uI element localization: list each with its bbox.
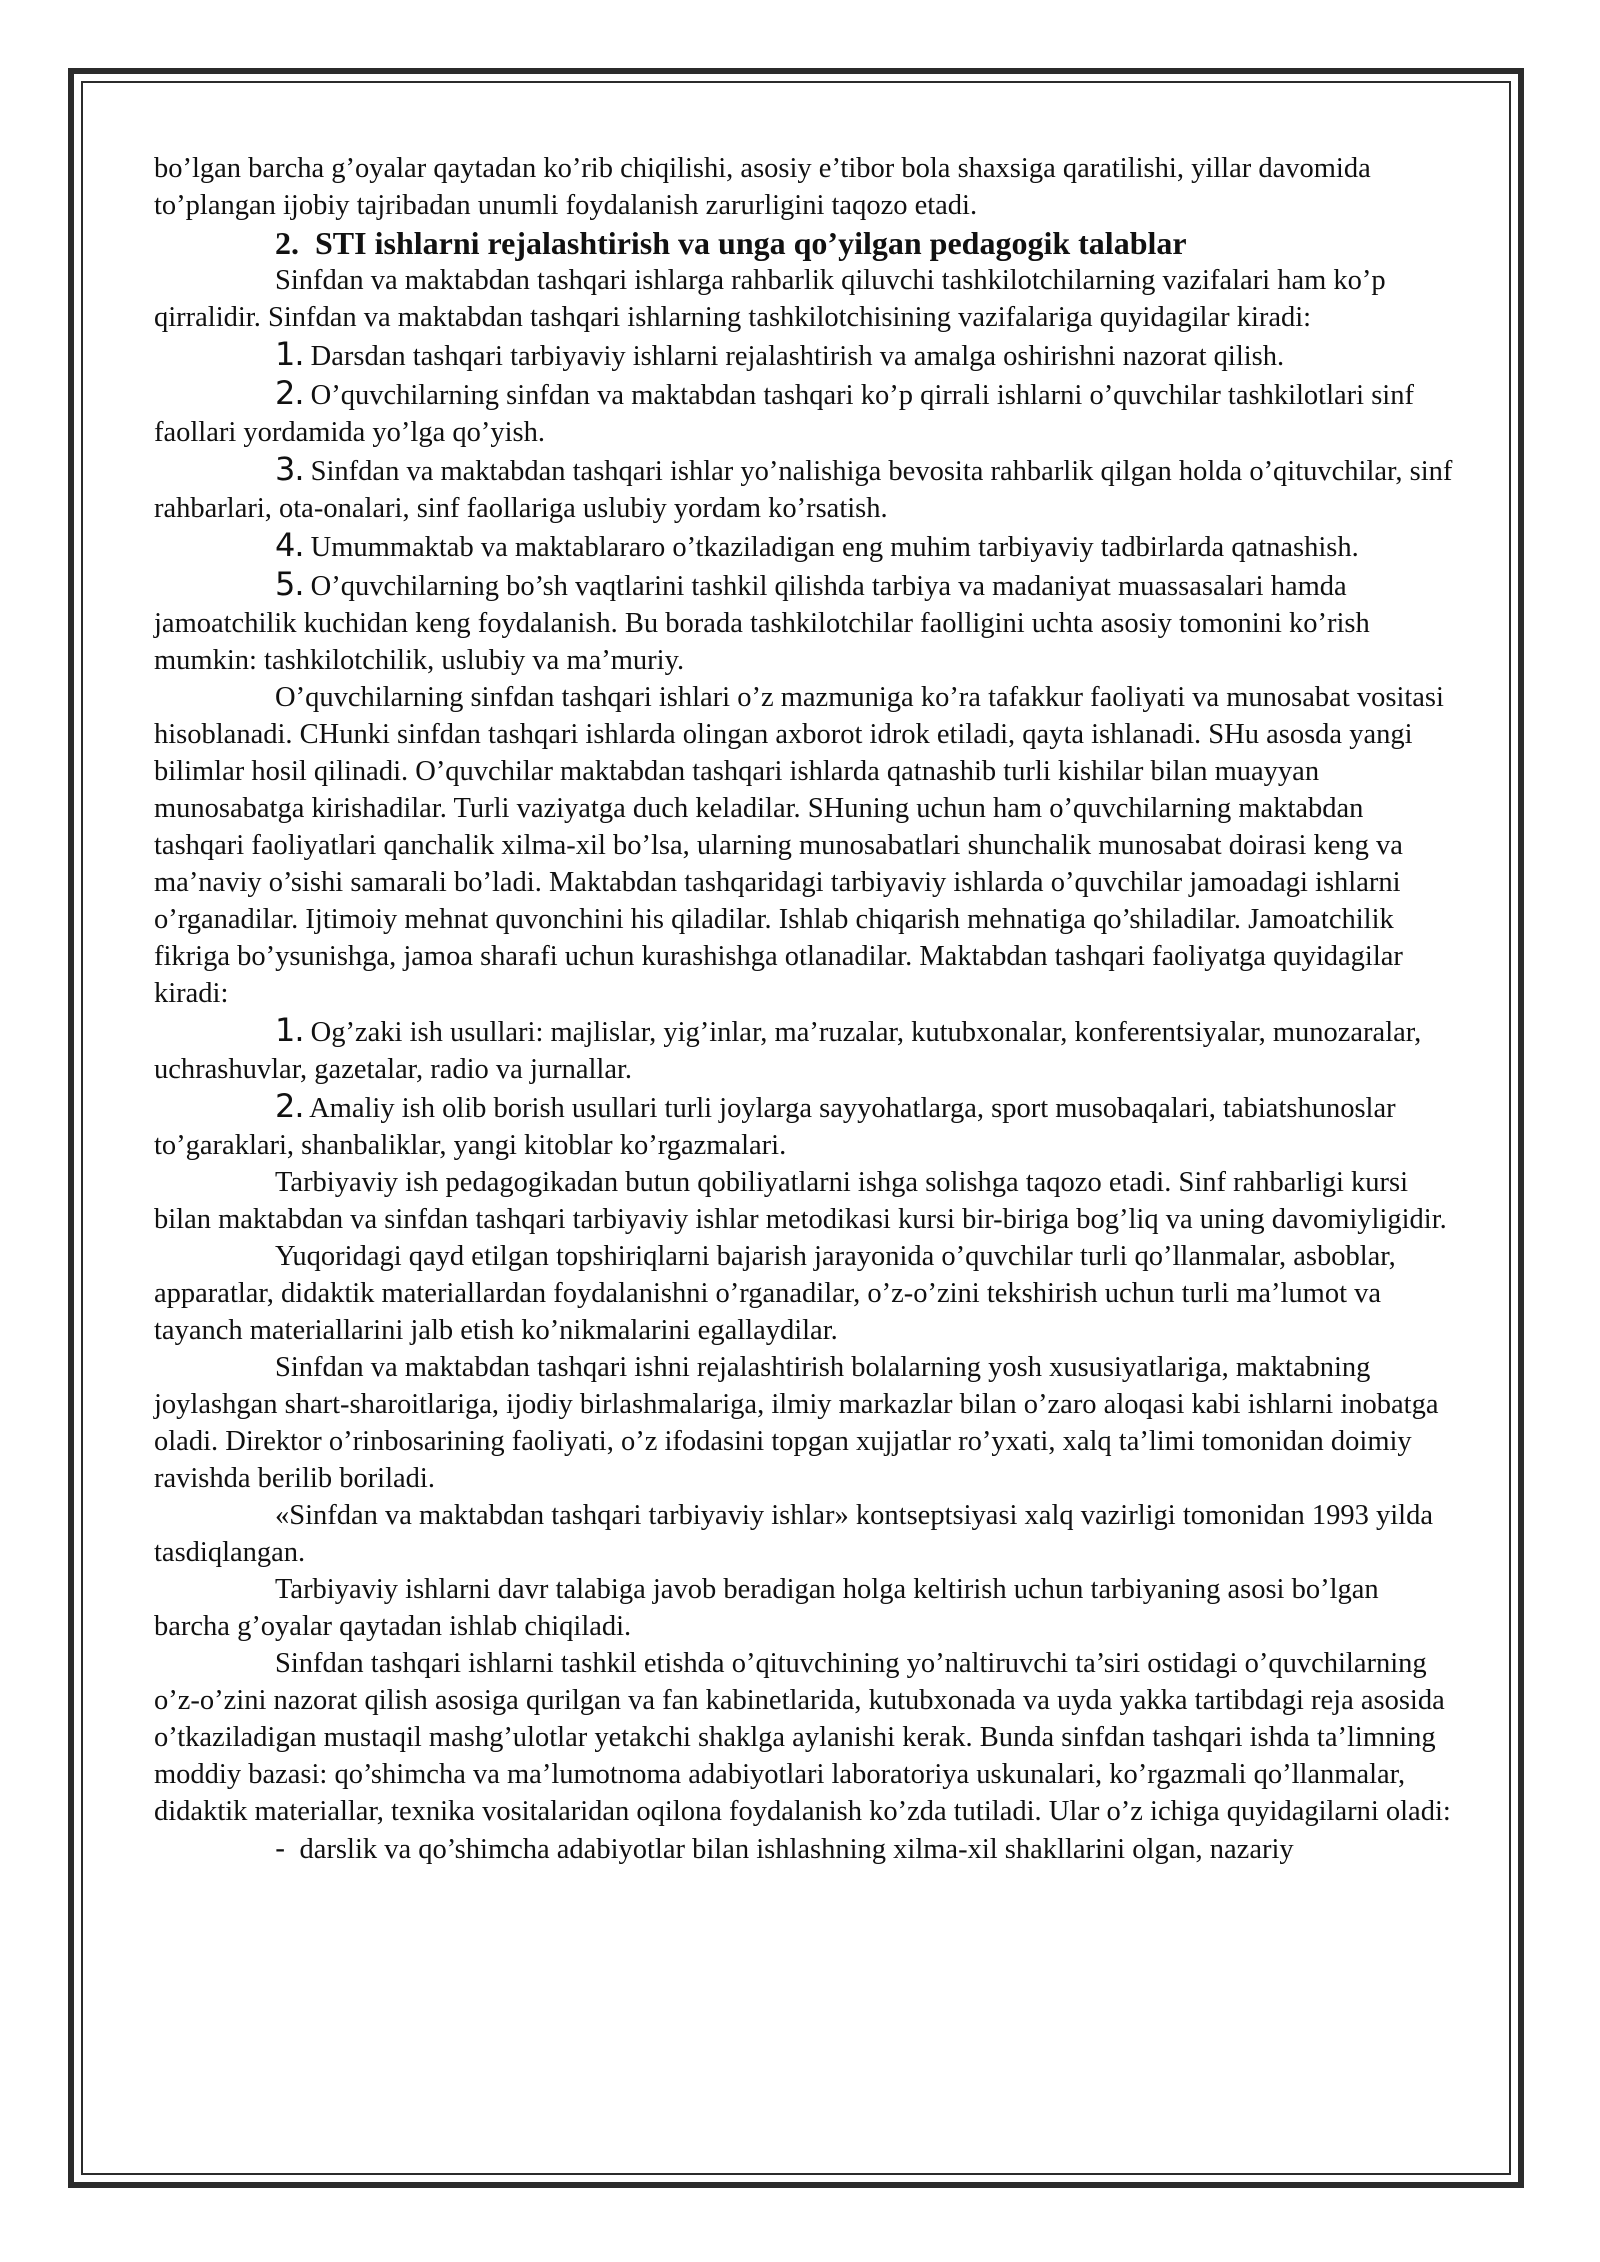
list1-item-text: Darsdan tashqari tarbiyaviy ishlarni rejalashtirish va amalga oshirishni nazorat qilish.: [310, 341, 1285, 372]
list1-item: [154, 375, 1460, 451]
list1-item: [154, 336, 1460, 375]
list1-item-number: 4.: [275, 526, 304, 564]
list2-item: [154, 1088, 1460, 1164]
paragraph-planning: Sinfdan va maktabdan tashqari ishni rejalashtirish bolalarning yosh xususiyatlariga, maktabning joylashgan shart-sharoitlariga, ijodiy birlashmalariga, ilmiy markazlar bilan o’zaro aloqasi kabi ishlarni inobatga oladi. Direktor o’rinbosarining faoliyati, o’z ifodasini topgan xujjatlar ro’yxati, xalq ta’limi tomonidan doimiy ravishda berilib boriladi.: [154, 1352, 1439, 1494]
list2-item-number: 1.: [275, 1011, 304, 1049]
paragraph-reform: Tarbiyaviy ishlarni davr talabiga javob beradigan holga keltirish uchun tarbiyaning asosi bo’lgan barcha g’oyalar qaytadan ishlab chiqiladi.: [154, 1574, 1379, 1642]
heading-number: 2.: [275, 225, 299, 261]
paragraph-activities: O’quvchilarning sinfdan tashqari ishlari o’z mazmuniga ko’ra tafakkur faoliyati va munosabat vositasi hisoblanadi. CHunki sinfdan tashqari ishlarda olingan axborot idrok etiladi, qayta ishlanadi. SHu asosda yangi bilimlar hosil qilinadi. O’quvchilar maktabdan tashqari ishlarda qatnashib turli kishilar bilan muayyan munosabatga kirishadilar. Turli vaziyatga duch keladilar. SHuning uchun ham o’quvchilarning maktabdan tashqari faoliyatlari qanchalik xilma-xil bo’lsa, ularning munosabatlari shunchalik munosabat doirasi keng va ma’naviy o’sishi samarali bo’ladi. Maktabdan tashqaridagi tarbiyaviy ishlarda o’quvchilar jamoadagi ishlarni o’rganadilar. Ijtimoiy mehnat quvonchini his qiladilar. Ishlab chiqarish mehnatiga qo’shiladilar. Jamoatchilik fikriga bo’ysunishga, jamoa sharafi uchun kurashishga otlanadilar. Maktabdan tashqari faoliyatga quyidagilar kiradi:: [154, 682, 1444, 1009]
document-body: [154, 150, 1460, 1868]
list2-item-number: 2.: [275, 1087, 304, 1125]
list1-item-text: Umummaktab va maktablararo o’tkaziladigan eng muhim tarbiyaviy tadbirlarda qatnashish.: [310, 532, 1359, 563]
bullet-item: [154, 1830, 1460, 1868]
paragraph-duties: Sinfdan va maktabdan tashqari ishlarga rahbarlik qiluvchi tashkilotchilarning vazifalari ham ko’p qirralidir. Sinfdan va maktabdan tashqari ishlarning tashkilotchisining vazifalariga quyidagilar kiradi:: [154, 265, 1386, 333]
paragraph-concept: «Sinfdan va maktabdan tashqari tarbiyaviy ishlar» kontseptsiyasi xalq vazirligi tomonidan 1993 yilda tasdiqlangan.: [154, 1500, 1433, 1568]
list1-item-number: 2.: [275, 374, 304, 412]
list2-item-text: Og’zaki ish usullari: majlislar, yig’inlar, ma’ruzalar, kutubxonalar, konferentsiyalar, munozaralar, uchrashuvlar, gazetalar, radio va jurnallar.: [154, 1017, 1422, 1085]
list1-item: [154, 527, 1460, 566]
paragraph-pedagogy: Tarbiyaviy ish pedagogikadan butun qobiliyatlarni ishga solishga taqozo etadi. Sinf rahbarligi kursi bilan maktabdan va sinfdan tashqari tarbiyaviy ishlar metodikasi kursi bir-biriga bog’liq va uning davomiyligidir.: [154, 1167, 1447, 1235]
list1-item: [154, 566, 1460, 679]
list1-item-text: O’quvchilarning sinfdan va maktabdan tashqari ko’p qirrali ishlarni o’quvchilar tashkilotlari sinf faollari yordamida yo’lga qo’yish.: [154, 380, 1414, 448]
list1-item-text: O’quvchilarning bo’sh vaqtlarini tashkil qilishda tarbiya va madaniyat muassasalari hamda jamoatchilik kuchidan keng foydalanish. Bu borada tashkilotchilar faolligini uchta asosiy tomonini ko’rish mumkin: tashkilotchilik, uslubiy va ma’muriy.: [154, 571, 1370, 676]
paragraph-organize: Sinfdan tashqari ishlarni tashkil etishda o’qituvchining yo’naltiruvchi ta’siri ostidagi o’quvchilarning o’z-o’zini nazorat qilish asosiga qurilgan va fan kabinetlarida, kutubxonada va uyda yakka tartibdagi reja asosida o’tkaziladigan mustaqil mashg’ulotlar yetakchi shaklga aylanishi kerak. Bunda sinfdan tashqari ishda ta’limning moddiy bazasi: qo’shimcha va ma’lumotnoma adabiyotlari laboratoriya uskunalari, ko’rgazmali qo’llanmalar, didaktik materiallar, texnika vositalaridan oqilona foydalanish ko’zda tutiladi. Ular o’z ichiga quyidagilarni oladi:: [154, 1648, 1451, 1827]
section-heading: [154, 224, 1460, 262]
list1-item-number: 1.: [275, 335, 304, 373]
bullet-dash: -: [275, 1832, 286, 1865]
list2-item-text: Amaliy ish olib borish usullari turli joylarga sayyohatlarga, sport musobaqalari, tabiatshunoslar to’garaklari, shanbaliklar, yangi kitoblar ko’rgazmalari.: [154, 1093, 1396, 1161]
list1-item: [154, 451, 1460, 527]
list1-item-number: 3.: [275, 450, 304, 488]
list1-item-text: Sinfdan va maktabdan tashqari ishlar yo’nalishiga bevosita rahbarlik qilgan holda o’qituvchilar, sinf rahbarlari, ota-onalari, sinf faollariga uslubiy yordam ko’rsatish.: [154, 456, 1453, 524]
list1-item-number: 5.: [275, 565, 304, 603]
paragraph-tasks: Yuqoridagi qayd etilgan topshiriqlarni bajarish jarayonida o’quvchilar turli qo’llanmalar, asboblar, apparatlar, didaktik materiallardan foydalanishni o’rganadilar, o’z-o’zini tekshirish uchun turli ma’lumot va tayanch materiallarini jalb etish ko’nikmalarini egallaydilar.: [154, 1241, 1396, 1346]
bullet-item-text: darslik va qo’shimcha adabiyotlar bilan ishlashning xilma-xil shakllarini olgan, nazariy: [299, 1834, 1294, 1865]
list2-item: [154, 1012, 1460, 1088]
heading-text: STI ishlarni rejalashtirish va unga qo’yilgan pedagogik talablar: [315, 225, 1187, 261]
paragraph-intro: bo’lgan barcha g’oyalar qaytadan ko’rib chiqilishi, asosiy e’tibor bola shaxsiga qaratilishi, yillar davomida to’plangan ijobiy tajribadan unumli foydalanish zarurligini taqozo etadi.: [154, 153, 1371, 221]
